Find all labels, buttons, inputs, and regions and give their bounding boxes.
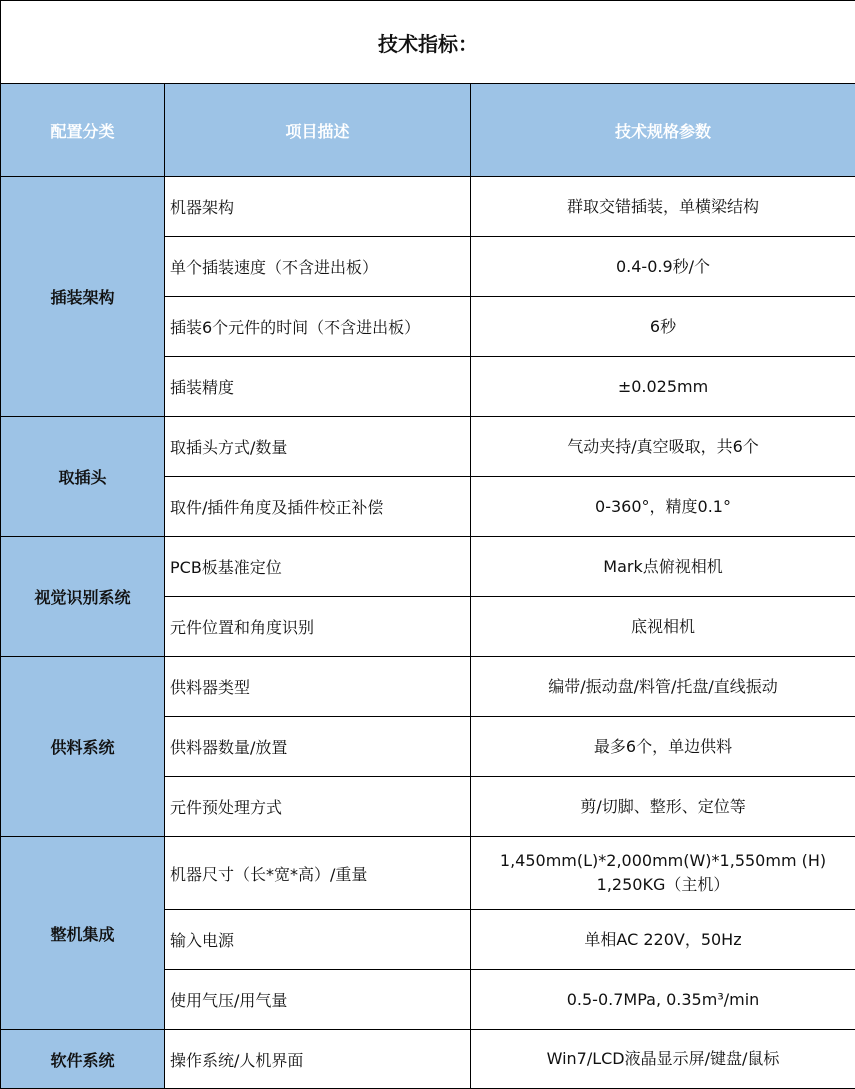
item-description: 单个插装速度（不含进出板） xyxy=(165,237,471,297)
item-spec: 0-360°，精度0.1° xyxy=(471,477,855,537)
item-spec: 0.5-0.7MPa, 0.35m³/min xyxy=(471,970,855,1030)
item-spec-line: 1,250KG（主机） xyxy=(596,875,730,894)
table-row xyxy=(1,837,855,910)
item-description: 供料器数量/放置 xyxy=(165,717,471,777)
table-row xyxy=(1,1030,855,1089)
item-spec: 单相AC 220V，50Hz xyxy=(471,910,855,970)
item-description: 供料器类型 xyxy=(165,657,471,717)
item-description: 操作系统/人机界面 xyxy=(165,1030,471,1089)
item-spec: 底视相机 xyxy=(471,597,855,657)
header-description: 项目描述 xyxy=(165,84,471,177)
item-description: 使用气压/用气量 xyxy=(165,970,471,1030)
item-description: 插装6个元件的时间（不含进出板） xyxy=(165,297,471,357)
item-description: 元件预处理方式 xyxy=(165,777,471,837)
category-cell: 整机集成 xyxy=(1,837,165,1030)
item-spec: 编带/振动盘/料管/托盘/直线振动 xyxy=(471,657,855,717)
item-description: PCB板基准定位 xyxy=(165,537,471,597)
item-spec-line: 1,450mm(L)*2,000mm(W)*1,550mm (H) xyxy=(499,851,827,870)
item-description: 取插头方式/数量 xyxy=(165,417,471,477)
item-spec: 气动夹持/真空吸取，共6个 xyxy=(471,417,855,477)
table-row xyxy=(1,177,855,237)
item-spec: 群取交错插装，单横梁结构 xyxy=(471,177,855,237)
item-spec: 0.4-0.9秒/个 xyxy=(471,237,855,297)
item-description: 机器架构 xyxy=(165,177,471,237)
item-spec: 剪/切脚、整形、定位等 xyxy=(471,777,855,837)
category-cell: 软件系统 xyxy=(1,1030,165,1089)
item-description: 机器尺寸（长*宽*高）/重量 xyxy=(165,837,471,910)
category-cell: 供料系统 xyxy=(1,657,165,837)
item-description: 插装精度 xyxy=(165,357,471,417)
table-title: 技术指标： xyxy=(1,1,855,84)
item-spec: 最多6个，单边供料 xyxy=(471,717,855,777)
category-cell: 插装架构 xyxy=(1,177,165,417)
table-row xyxy=(1,537,855,597)
header-category: 配置分类 xyxy=(1,84,165,177)
item-spec: Mark点俯视相机 xyxy=(471,537,855,597)
item-spec xyxy=(471,837,855,910)
item-spec: 6秒 xyxy=(471,297,855,357)
item-description: 输入电源 xyxy=(165,910,471,970)
category-cell: 取插头 xyxy=(1,417,165,537)
item-spec: Win7/LCD液晶显示屏/键盘/鼠标 xyxy=(471,1030,855,1089)
table-row xyxy=(1,657,855,717)
header-row xyxy=(1,84,855,177)
item-description: 元件位置和角度识别 xyxy=(165,597,471,657)
category-cell: 视觉识别系统 xyxy=(1,537,165,657)
item-description: 取件/插件角度及插件校正补偿 xyxy=(165,477,471,537)
header-spec: 技术规格参数 xyxy=(471,84,855,177)
table-row xyxy=(1,417,855,477)
item-spec: ±0.025mm xyxy=(471,357,855,417)
